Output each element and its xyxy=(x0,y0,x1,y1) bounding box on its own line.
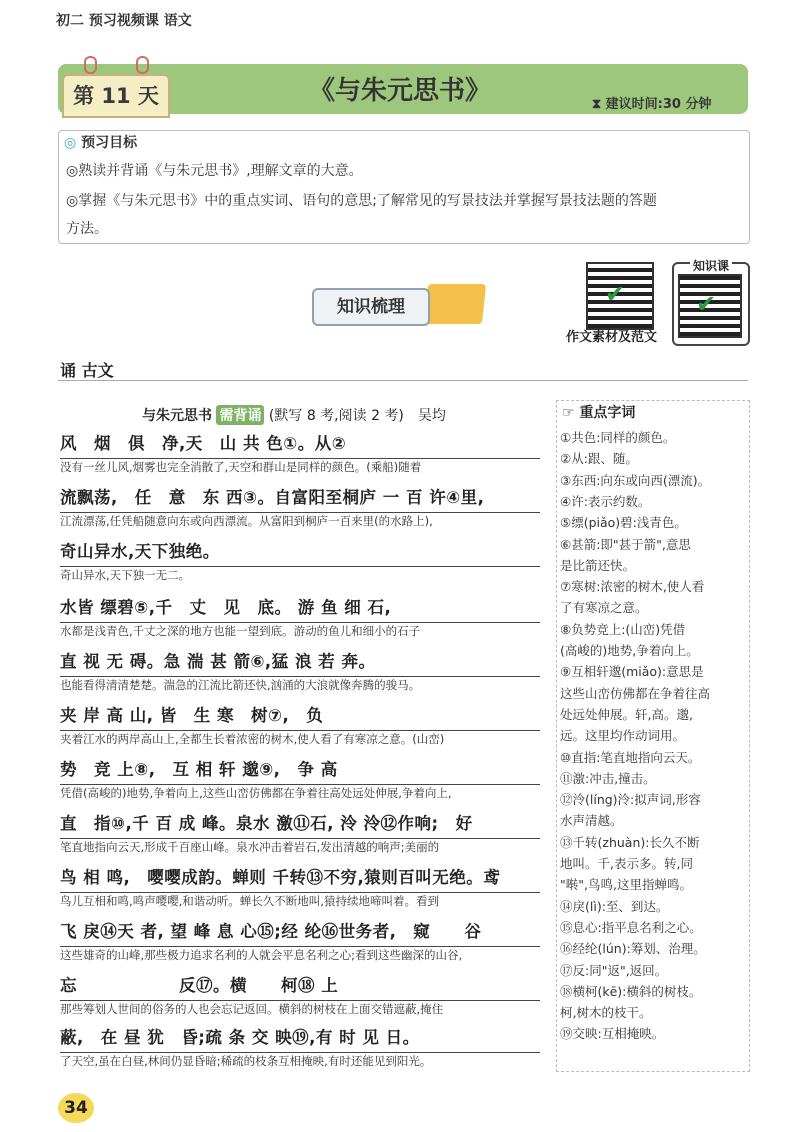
translation-line: 这些雄奇的山峰,那些极力追求名利的人就会平息名利之心;看到这些幽深的山谷, xyxy=(60,946,540,963)
note-item: ⑥甚箭:即"甚于箭",意思 xyxy=(560,536,691,552)
note-item: ⑩直指:笔直地指向云天。 xyxy=(560,749,701,765)
poem-meta: (默写 8 考,阅读 2 考) 吴均 xyxy=(268,408,446,424)
checkmark-icon: ✔ xyxy=(605,280,626,308)
note-item: ⑰反:同"返",返回。 xyxy=(560,962,668,978)
note-item: ⑫泠(líng)泠:拟声词,形容 xyxy=(560,792,701,808)
note-item: ⑧负势竞上:(山峦)凭借 xyxy=(560,621,686,637)
section-title: 诵 古文 xyxy=(60,361,114,380)
page-number: 34 xyxy=(58,1093,94,1123)
translation-line: 没有一丝儿风,烟雾也完全消散了,天空和群山是同样的颜色。(乘船)随着 xyxy=(60,458,540,475)
note-item: 远。这里均作动词用。 xyxy=(560,728,686,744)
note-item: "啭",鸟鸣,这里指蝉鸣。 xyxy=(560,877,692,893)
original-line: 直 指⑩,千 百 成 峰。泉水 激⑪石, 泠 泠⑫作响; 好 xyxy=(60,814,473,833)
note-item: ②从:跟、随。 xyxy=(560,451,638,467)
checkmark-icon: ✔ xyxy=(696,290,717,318)
note-item: ⑬千转(zhuàn):长久不断 xyxy=(560,834,700,850)
note-item: ⑲交映:互相掩映。 xyxy=(560,1026,665,1042)
section-button: 知识梳理 xyxy=(312,288,430,326)
recite-badge: 需背诵 xyxy=(216,405,264,425)
original-line: 势 竞 上⑧, 互 相 轩 邈⑨, 争 高 xyxy=(60,760,338,779)
goal-item: 方法。 xyxy=(66,221,108,237)
original-line: 风 烟 俱 净,天 山 共 色①。从② xyxy=(60,434,347,453)
note-item: 柯,树木的枝干。 xyxy=(560,1005,652,1021)
note-item: ①共色:同样的颜色。 xyxy=(560,430,676,445)
translation-line: 那些筹划人世间的俗务的人也会忘记返回。横斜的树枝在上面交错遮蔽,掩住 xyxy=(60,1000,540,1017)
note-item: ③东西:向东或向西(漂流)。 xyxy=(560,472,711,488)
note-item: ⑮息心:指平息名利之心。 xyxy=(560,919,702,935)
note-item: ⑭戾(lì):至、到达。 xyxy=(560,898,669,914)
open-book-icon xyxy=(424,284,486,324)
original-line: 水皆 缥碧⑤,千 丈 见 底。 游 鱼 细 石, xyxy=(60,598,392,617)
poem-title: 与朱元思书 xyxy=(142,408,212,424)
knowledge-label: 知识课 xyxy=(690,257,732,274)
note-item: 这些山峦仿佛都在争着往高 xyxy=(560,685,711,701)
note-item: ④许:表示约数。 xyxy=(560,493,651,509)
qr-caption: 作文素材及范文 xyxy=(566,330,658,345)
note-item: ⑱横柯(kē):横斜的树枝。 xyxy=(560,983,702,999)
translation-line: 江流漂荡,任凭船随意向东或向西漂流。从富阳到桐庐一百来里(的水路上), xyxy=(60,512,540,529)
note-item: 处远处伸展。轩,高。邈, xyxy=(560,706,693,722)
translation-line: 笔直地指向云天,形成千百座山峰。泉水冲击着岩石,发出清越的响声;美丽的 xyxy=(60,838,540,855)
divider xyxy=(58,380,748,381)
binder-ring-icon xyxy=(136,56,149,74)
target-icon: ◎ xyxy=(64,135,77,151)
note-item: ⑤缥(piǎo)碧:浅青色。 xyxy=(560,515,687,531)
goals-box xyxy=(58,130,750,244)
translation-line: 水都是浅青色,千丈之深的地方也能一望到底。游动的鱼儿和细小的石子 xyxy=(60,622,540,639)
translation-line: 了天空,虽在白昼,林间仍显昏暗;稀疏的枝条互相掩映,有时还能见到阳光。 xyxy=(60,1052,540,1069)
original-line: 鸟 相 鸣, 嘤嘤成韵。蝉则 千转⑬不穷,猿则百叫无绝。鸢 xyxy=(60,868,501,887)
note-item: ⑨互相轩邈(miǎo):意思是 xyxy=(560,664,704,680)
note-item: ⑯经纶(lún):筹划、治理。 xyxy=(560,941,706,957)
original-line: 飞 戾⑭天 者, 望 峰 息 心⑮;经 纶⑯世务者, 窥 谷 xyxy=(60,922,482,941)
day-tab: 第 11 天 xyxy=(62,74,170,118)
goals-heading: ◎ 预习目标 xyxy=(64,135,138,151)
note-item: 地叫。千,表示多。转,同 xyxy=(560,856,693,871)
binder-ring-icon xyxy=(84,56,97,74)
original-line: 奇山异水,天下独绝。 xyxy=(60,542,220,561)
original-line: 忘 反⑰。横 柯⑱ 上 xyxy=(60,976,339,995)
translation-line: 奇山异水,天下独一无二。 xyxy=(60,566,540,583)
note-item: ⑪激:冲击,撞击。 xyxy=(560,770,656,786)
translation-line: 凭借(高峻的)地势,争着向上,这些山峦仿佛都在争着往高处远处伸展,争着向上, xyxy=(60,784,540,801)
original-line: 直 视 无 碍。急 湍 甚 箭⑥,猛 浪 若 奔。 xyxy=(60,652,376,671)
note-item: (高峻的)地势,争着向上。 xyxy=(560,643,699,658)
goal-item: ◎掌握《与朱元思书》中的重点实词、语句的意思;了解常见的写景技法并掌握写景技法题的答题 xyxy=(66,193,657,209)
notes-heading: ☞ 重点字词 xyxy=(562,405,636,421)
translation-line: 也能看得清清楚楚。湍急的江流比箭还快,汹涌的大浪就像奔腾的骏马。 xyxy=(60,676,540,693)
note-item: ⑦寒树:浓密的树木,使人看 xyxy=(560,579,705,595)
lesson-title: 《与朱元思书》 xyxy=(308,76,491,106)
suggested-time: ⧗ 建议时间:30 分钟 xyxy=(592,97,712,112)
note-item: 了有寒凉之意。 xyxy=(560,600,648,616)
original-line: 流飘荡, 任 意 东 西③。自富阳至桐庐 一 百 许④里, xyxy=(60,488,485,507)
translation-line: 夹着江水的两岸高山上,全都生长着浓密的树木,使人看了有寒凉之意。(山峦) xyxy=(60,730,540,747)
translation-line: 鸟儿互相和鸣,鸣声嘤嘤,和谐动听。蝉长久不断地叫,猿持续地啼叫着。看到 xyxy=(60,892,540,909)
goal-item: ◎熟读并背诵《与朱元思书》,理解文章的大意。 xyxy=(66,163,363,179)
note-item: 是比箭还快。 xyxy=(560,557,636,573)
original-line: 夹 岸 高 山, 皆 生 寒 树⑦, 负 xyxy=(60,706,324,725)
hourglass-icon: ⧗ xyxy=(592,97,602,112)
series-label: 初二 预习视频课 语文 xyxy=(56,13,192,29)
poem-header xyxy=(142,405,446,425)
note-item: 水声清越。 xyxy=(560,813,623,829)
pointing-hand-icon: ☞ xyxy=(562,405,575,421)
original-line: 蔽, 在 昼 犹 昏;疏 条 交 映⑲,有 时 见 日。 xyxy=(60,1028,420,1047)
